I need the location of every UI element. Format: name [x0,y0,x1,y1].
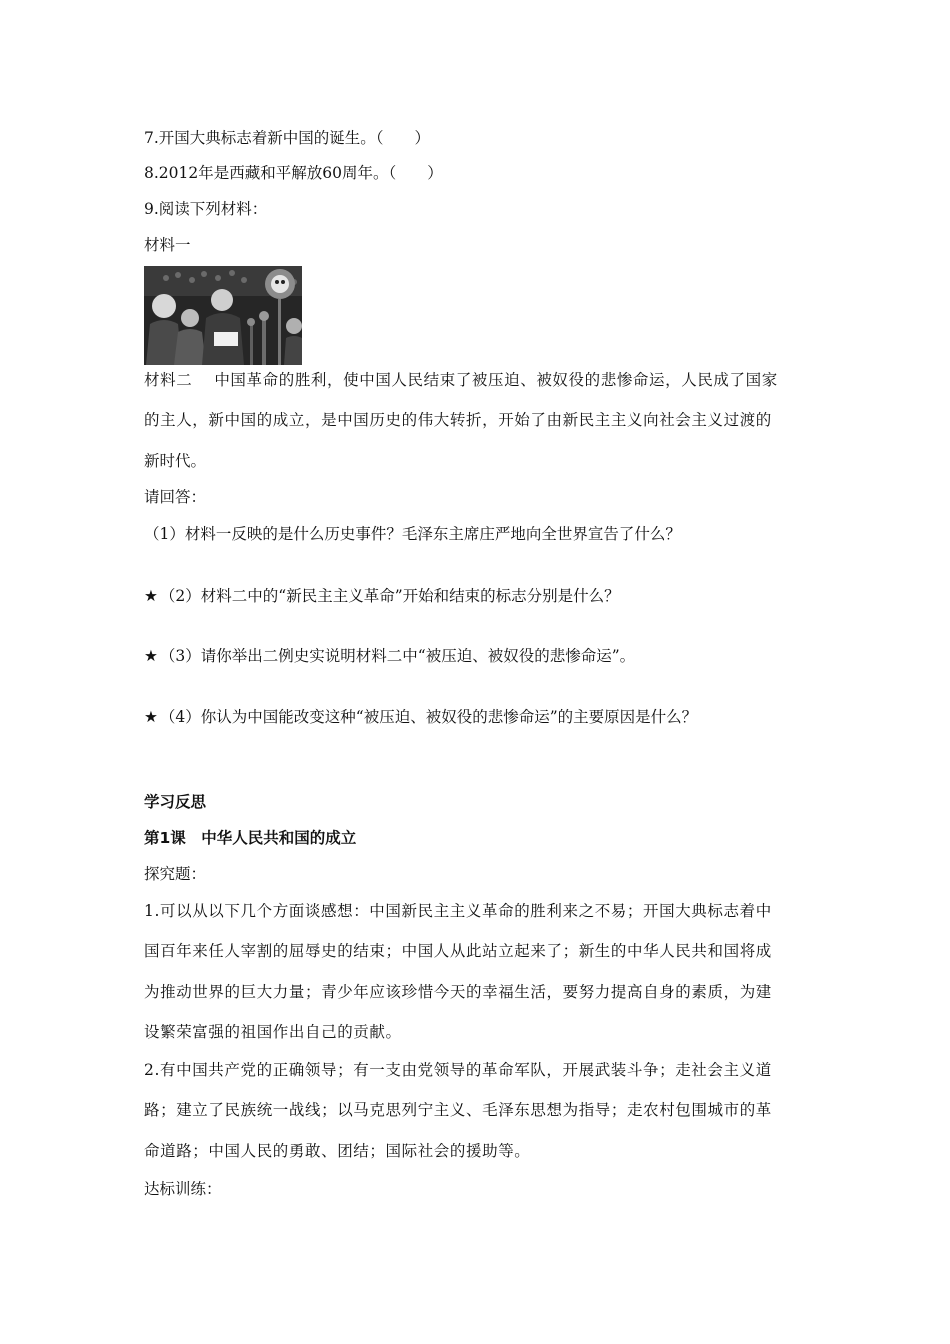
material-2-line-1 [144,370,778,390]
answer-1-line: 1.可以从以下几个方面谈感想：中国新民主主义革命的胜利来之不易；开国大典标志着中 [144,902,772,920]
answer-1-line: 设繁荣富强的祖国作出自己的贡献。 [144,1023,402,1041]
answer-1-line: 国百年来任人宰割的屈辱史的结束；中国人从此站立起来了；新生的中华人民共和国将成 [144,942,772,960]
explore-label: 探究题： [144,865,207,883]
answer-prompt: 请回答： [144,488,207,506]
material-2-line-3: 新时代。 [144,452,207,470]
material-2-label: 材料二 [144,371,193,389]
sub-question-3 [144,646,635,666]
star-icon: ★ [144,587,158,605]
sub-question-4 [144,707,697,727]
founding-ceremony-photo [144,266,302,365]
founding-ceremony-photo-art [144,266,302,365]
sub-question-2 [144,586,620,606]
material-2-text-1: 中国革命的胜利，使中国人民结束了被压迫、被奴役的悲惨命运，人民成了国家 [214,371,778,389]
answer-2-line: 2.有中国共产党的正确领导；有一支由党领导的革命军队，开展武装斗争；走社会主义道 [144,1061,772,1079]
question-8: 8.2012年是西藏和平解放60周年。（ ） [144,164,443,182]
star-icon: ★ [144,708,158,726]
sub-question-2-text: （2）材料二中的“新民主主义革命”开始和结束的标志分别是什么？ [159,587,620,605]
question-7: 7.开国大典标志着新中国的诞生。（ ） [144,129,431,147]
sub-question-3-text: （3）请你举出二例史实说明材料二中“被压迫、被奴役的悲惨命运”。 [159,647,636,665]
material-2-line-2: 的主人，新中国的成立，是中国历史的伟大转折，开始了由新民主主义向社会主义过渡的 [144,411,772,429]
answer-1-line: 为推动世界的巨大力量；青少年应该珍惜今天的幸福生活，要努力提高自身的素质，为建 [144,983,772,1001]
reflection-heading: 学习反思 [144,793,207,811]
sub-question-1: （1）材料一反映的是什么历史事件？毛泽东主席庄严地向全世界宣告了什么？ [144,525,681,543]
answer-2-line: 命道路；中国人民的勇敢、团结；国际社会的援助等。 [144,1142,531,1160]
practice-label: 达标训练： [144,1180,222,1198]
question-9: 9.阅读下列材料： [144,200,268,218]
sub-question-4-text: （4）你认为中国能改变这种“被压迫、被奴役的悲惨命运”的主要原因是什么？ [159,708,698,726]
star-icon: ★ [144,647,158,665]
answer-2-line: 路；建立了民族统一战线；以马克思列宁主义、毛泽东思想为指导；走农村包围城市的革 [144,1101,772,1119]
material-1-label: 材料一 [144,236,191,254]
lesson-title: 第1课 中华人民共和国的成立 [144,829,357,847]
